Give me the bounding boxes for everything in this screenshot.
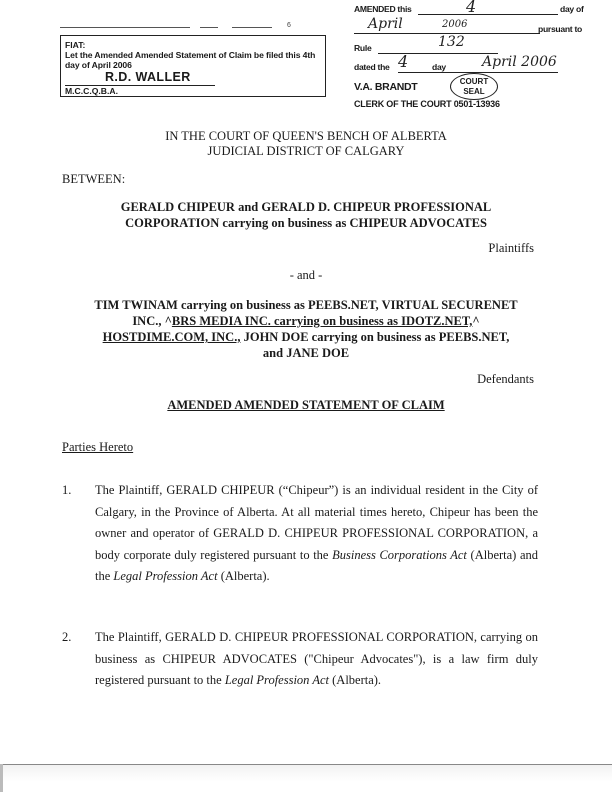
stamp-file-number: 0501-13936	[453, 99, 500, 109]
stamp-clerk-label: CLERK OF THE COURT	[354, 99, 452, 109]
stamp-month: April	[368, 16, 403, 32]
court-line-2: JUDICIAL DISTRICT OF CALGARY	[207, 144, 405, 158]
court-seal: COURT SEAL	[450, 73, 498, 100]
defendants-line-3-rest: JOHN DOE carrying on business as PEEBS.NET,	[240, 330, 510, 344]
scan-line-mid	[200, 27, 218, 28]
paragraph-text	[95, 627, 538, 692]
section-heading: Parties Hereto	[62, 440, 134, 454]
stamp-day-label: day	[432, 62, 446, 72]
defendants-line-2-suffix: ^	[472, 314, 480, 328]
stamp-pursuant-label: pursuant to	[538, 24, 582, 34]
defendants-line-2	[60, 313, 552, 329]
between-label: BETWEEN:	[62, 172, 126, 186]
and-separator: - and -	[289, 268, 323, 282]
stamp-rule-label: Rule	[354, 43, 372, 53]
scan-left-edge	[0, 764, 3, 792]
defendants-line-1: TIM TWINAM carrying on business as PEEBS.NET, VIRTUAL SECURENET	[94, 298, 518, 312]
paragraph-text-part: The Plaintiff, GERALD CHIPEUR (“Chipeur”) is an individual resident in the City of Calgary, in the Province of Alberta. At all material times hereto, Chipeur has been the owner and operator of GERALD D. CHIPEUR PROFESSIONAL CORPORATION, a body corporate duly registered pursuant to the	[95, 483, 538, 562]
stamp-dated-label: dated the	[354, 62, 390, 72]
paragraph-text-part: The Plaintiff, GERALD D. CHIPEUR PROFESSIONAL CORPORATION, carrying on business as CHIPEUR ADVOCATES ("Chipeur Advocates"), is a law firm duly registered pursuant to the	[95, 630, 538, 687]
scan-line-left	[60, 27, 190, 28]
paragraph-text	[95, 480, 538, 588]
plaintiffs-line-1: GERALD CHIPEUR and GERALD D. CHIPEUR PROFESSIONAL	[120, 200, 492, 214]
stamp-clerk-name: V.A. BRANDT	[354, 81, 418, 93]
stamp-rule-rule	[378, 53, 498, 54]
paragraph-text-part: (Alberta).	[329, 673, 382, 687]
document-title: AMENDED AMENDED STATEMENT OF CLAIM	[167, 398, 445, 412]
court-line-1: IN THE COURT OF QUEEN'S BENCH OF ALBERTA	[165, 129, 447, 143]
paragraph-text-part: (Alberta) and the	[95, 547, 539, 583]
plaintiffs-role: Plaintiffs	[488, 241, 534, 255]
fiat-title: FIAT:	[65, 40, 86, 50]
paragraph-number: 1.	[62, 483, 72, 497]
statute-name: Legal Profession Act	[224, 673, 329, 687]
fiat-signature: R.D. WALLER	[105, 70, 191, 84]
court-heading	[0, 129, 612, 159]
paragraph-number: 2.	[62, 630, 72, 644]
statute-name: Legal Profession Act	[113, 569, 218, 583]
fiat-box	[60, 35, 326, 97]
stamp-year: 2006	[442, 19, 468, 30]
stamp-dated-day: 4	[398, 52, 409, 71]
scan-bottom-edge	[0, 764, 612, 793]
stamp-dated-month-year: April 2006	[482, 54, 557, 70]
stamp-amended-rule	[418, 14, 558, 15]
defendants-line-4: and JANE DOE	[262, 346, 350, 360]
stamp-amended-label: AMENDED this	[354, 4, 412, 14]
amendment-stamp	[354, 0, 604, 120]
defendants-line-3-amendment: HOSTDIME.COM, INC.,	[102, 330, 241, 344]
paragraph-text-part: (Alberta).	[217, 569, 270, 583]
plaintiffs-line-2: CORPORATION carrying on business as CHIPEUR ADVOCATES	[125, 216, 487, 230]
defendants-line-3	[60, 329, 552, 345]
plaintiffs-names	[60, 199, 552, 231]
defendants-line-2-prefix: INC., ^	[132, 314, 172, 328]
fiat-office: M.C.C.Q.B.A.	[65, 86, 118, 96]
stamp-amended-day: 4	[466, 0, 477, 16]
fiat-text: Let the Amended Amended Statement of Claim be filed this 4th day of April 2006	[65, 50, 316, 70]
defendants-names	[60, 297, 552, 361]
statute-name: Business Corporations Act	[332, 547, 467, 562]
stamp-clerk-line	[354, 99, 500, 109]
scan-line-right	[232, 27, 272, 28]
defendants-line-2-amendment: BRS MEDIA INC. carrying on business as IDOTZ.NET,	[171, 314, 473, 328]
stamp-rule-number: 132	[438, 34, 465, 50]
stamp-day-of-label: day of	[560, 4, 584, 14]
scan-mark: 6	[287, 22, 291, 29]
defendants-role: Defendants	[477, 372, 534, 386]
